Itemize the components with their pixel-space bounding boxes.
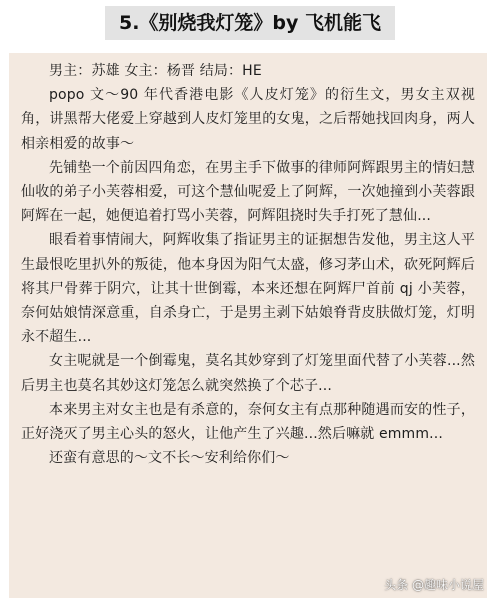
paragraph-heroine: 女主呢就是一个倒霉鬼，莫名其妙穿到了灯笼里面代替了小芙蓉...然后男主也莫名其妙这灯笼怎么就突然换了个芯子... bbox=[21, 353, 475, 394]
paragraph-plot: 眼看着事情闹大，阿辉收集了指证男主的证据想告发他，男主这人平生最恨吃里扒外的叛徒，他本身因为阳气太盛，修习茅山术，砍死阿辉后将其尸骨葬于阴穴，让其十世倒霉，本来还想在阿辉尸首前 qj 小芙蓉，奈何姑娘情深意重，自杀身亡，于是男主剥下姑娘脊背皮肤做灯笼，灯明永不超生... bbox=[21, 232, 475, 346]
paragraph-romance: 本来男主对女主也是有杀意的，奈何女主有点那种随遇而安的性子，正好浇灭了男主心头的怒火，让他产生了兴趣...然后嘛就 emmm... bbox=[21, 401, 475, 443]
paragraph-recommendation: 还蛮有意思的～文不长～安利给你们～ bbox=[49, 450, 290, 467]
paragraph-intro: popo 文～90 年代香港电影《人皮灯笼》的衍生文，男女主双视角，讲黑帮大佬爱上穿越到人皮灯笼里的女鬼，之后帮她找回肉身，两人相亲相爱的故事～ bbox=[21, 87, 475, 152]
watermark-text: 头条 @趣味小说屋 bbox=[384, 578, 484, 592]
review-card bbox=[9, 53, 487, 598]
paragraph-backstory: 先铺垫一个前因四角恋，在男主手下做事的律师阿辉跟男主的情妇慧仙收的弟子小芙蓉相爱，可这个慧仙呢爱上了阿辉，一次她撞到小芙蓉跟阿辉在一起，她便追着打骂小芙蓉，阿辉阻挠时失手打死了慧仙... bbox=[21, 159, 475, 225]
info-line: 男主：苏雄 女主：杨晋 结局：HE bbox=[49, 63, 262, 79]
title-bar bbox=[0, 6, 500, 42]
post-title: 5.《别烧我灯笼》by 飞机能飞 bbox=[105, 6, 395, 40]
